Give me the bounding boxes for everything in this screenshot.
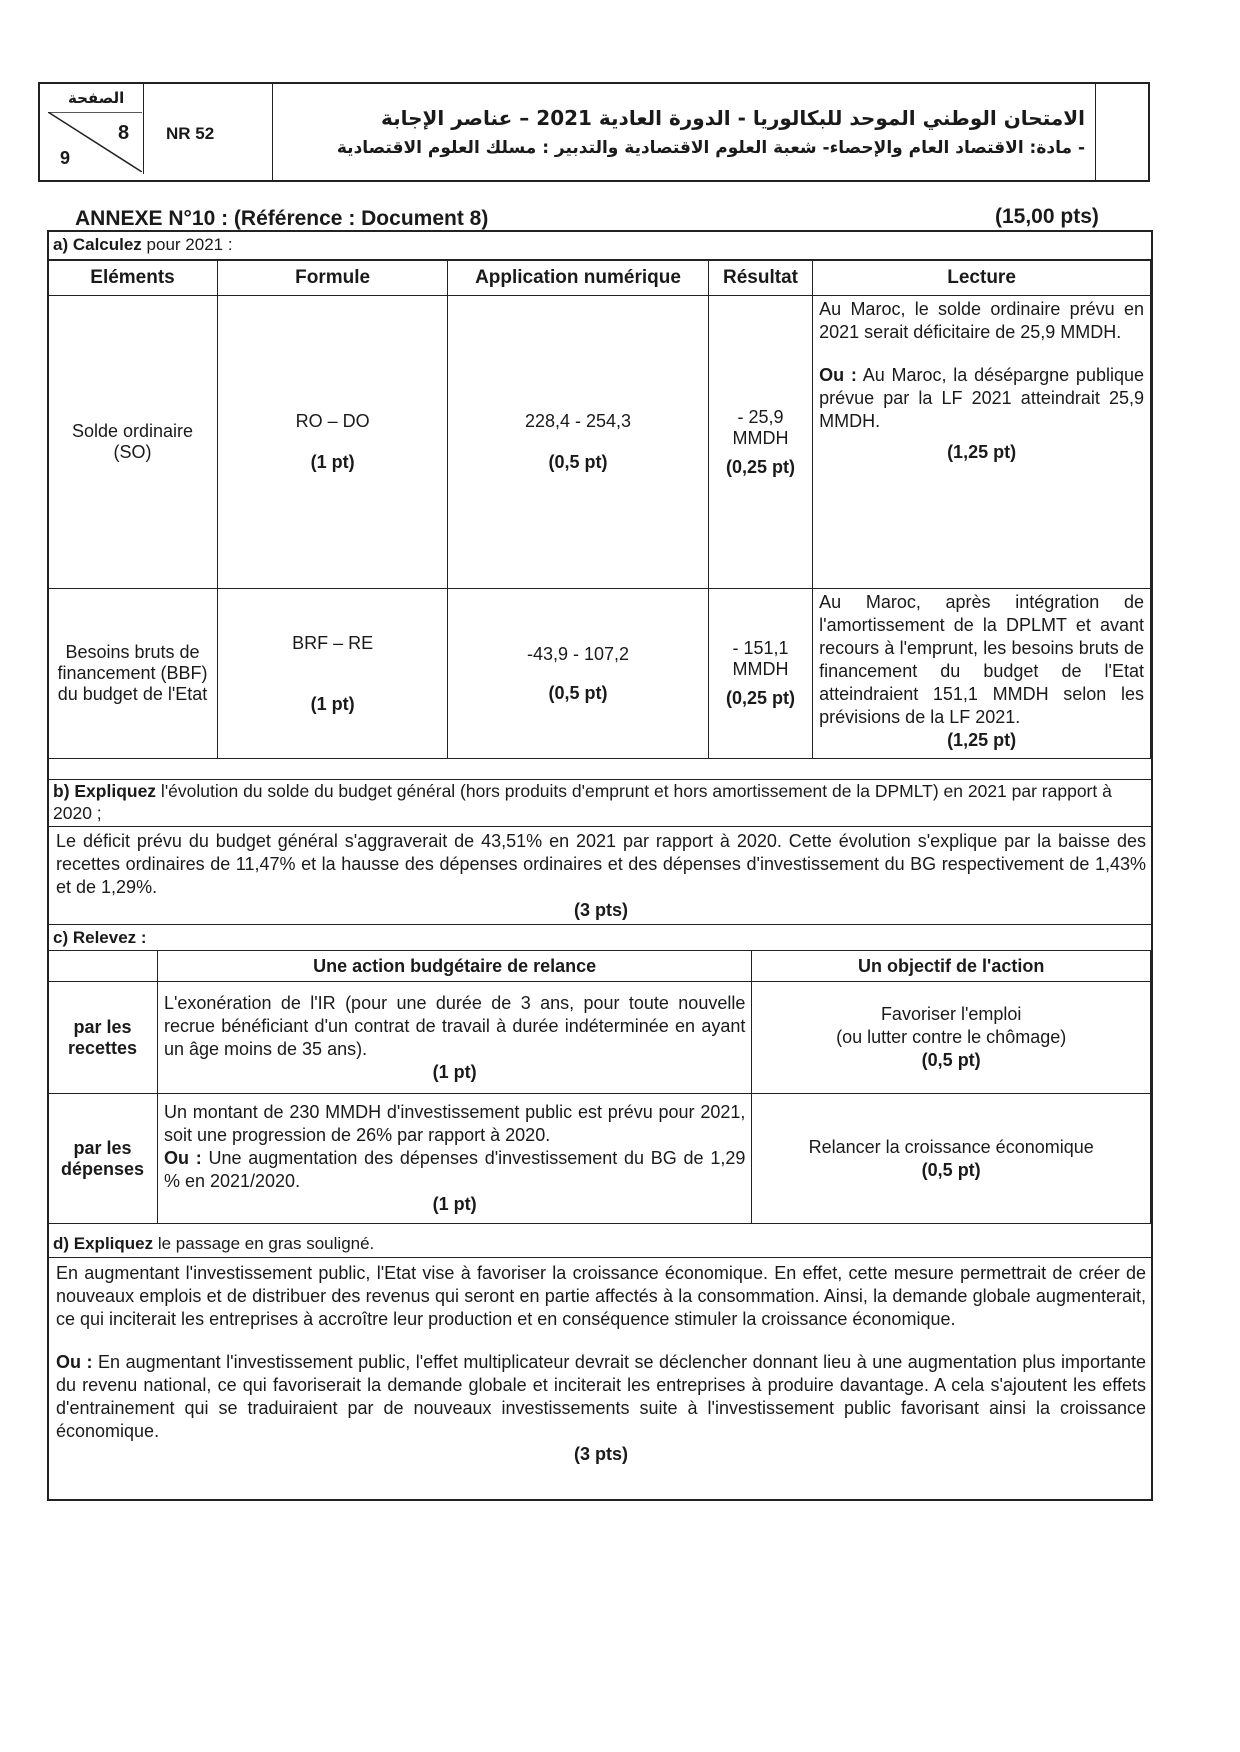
exam-title-line1: الامتحان الوطني الموحد للبكالوريا - الدورة العادية 2021 – عناصر الإجابة xyxy=(380,106,1085,130)
element-cell: Solde ordinaire (SO) xyxy=(48,296,218,589)
objective-text: Relancer la croissance économique xyxy=(808,1136,1094,1157)
calculation-table xyxy=(47,260,1151,759)
section-b-points: (3 pts) xyxy=(574,900,628,920)
section-b-verb: b) Expliquez xyxy=(53,781,157,801)
section-c-verb: c) Relevez : xyxy=(53,928,147,947)
lecture-cell xyxy=(813,589,1151,759)
col-formule: Formule xyxy=(218,261,448,296)
application-text: -43,9 - 107,2 xyxy=(526,643,630,664)
lecture-cell xyxy=(813,296,1151,589)
result-points: (0,25 pt) xyxy=(725,456,795,477)
section-d-points: (3 pts) xyxy=(574,1444,628,1464)
action-cell xyxy=(157,982,751,1094)
action-text: L'exonération de l'IR (pour une durée de 3 ans, pour toute nouvelle recrue bénéficiant d'un contrat de travail à durée indéterminée en ayant un âge moins de 35 ans). xyxy=(163,992,746,1059)
application-points: (0,5 pt) xyxy=(548,452,608,472)
page-current: 8 xyxy=(118,122,130,144)
lecture-text: Au Maroc, le solde ordinaire prévu en 2021 serait déficitaire de 25,9 MMDH. xyxy=(819,299,1144,342)
section-d-answer1: En augmentant l'investissement public, l'Etat vise à favoriser la croissance économique. En effet, cette mesure permettrait de créer de nouveaux emplois et de distribuer des revenus qui seront en partie affectés à la consommation. Ainsi, la demande globale augmenterait, ce qui inciterait les entreprises à accroître leur production et en conséquence stimuler la croissance économique. xyxy=(56,1263,1146,1329)
page-number-box xyxy=(40,84,144,174)
col-empty xyxy=(48,951,158,982)
lecture-or-text: Au Maroc, la désépargne publique prévue par la LF 2021 atteindrait 25,9 MMDH. xyxy=(819,365,1144,431)
objective-text: Favoriser l'emploi xyxy=(880,1004,1022,1024)
section-d-or-label: Ou : xyxy=(56,1352,93,1372)
exam-title-line2: - مادة: الاقتصاد العام والإحصاء- شعبة العلوم الاقتصادية والتدبير : مسلك العلوم الاقتصادية xyxy=(336,138,1085,158)
formula-cell xyxy=(218,296,448,589)
lecture-points: (1,25 pt) xyxy=(947,730,1017,750)
section-b-label xyxy=(47,779,1151,827)
relance-table xyxy=(47,950,1151,1224)
element-cell: Besoins bruts de financement (BBF) du budget de l'Etat xyxy=(48,589,218,759)
category-cell: par les dépenses xyxy=(48,1094,158,1224)
objective-cell xyxy=(752,982,1151,1094)
application-cell xyxy=(448,296,709,589)
table-row xyxy=(48,589,1151,759)
section-b-rest: l'évolution du solde du budget général (hors produits d'emprunt et hors amortissement de la DPMLT) en 2021 par rapport à 2020 ; xyxy=(53,781,1112,823)
objective-points: (0,5 pt) xyxy=(921,1159,981,1180)
result-text: - 25,9 MMDH xyxy=(732,406,789,448)
annex-title: ANNEXE N°10 : (Référence : Document 8) xyxy=(75,207,489,230)
section-d-verb: d) Expliquez xyxy=(53,1234,154,1253)
col-application: Application numérique xyxy=(448,261,709,296)
page-total: 9 xyxy=(60,148,71,168)
objective-points: (0,5 pt) xyxy=(921,1050,981,1070)
col-resultat: Résultat xyxy=(708,261,812,296)
action-points: (1 pt) xyxy=(432,1061,477,1082)
table-header-row xyxy=(48,951,1151,982)
lecture-or-label: Ou : xyxy=(819,365,857,385)
table-row xyxy=(48,296,1151,589)
formula-cell xyxy=(218,589,448,759)
formula-points: (1 pt) xyxy=(310,693,355,714)
category-cell: par les recettes xyxy=(48,982,158,1094)
table-row xyxy=(48,1094,1151,1224)
table-header-row xyxy=(48,261,1151,296)
formula-text: BRF – RE xyxy=(292,632,374,653)
section-a-label xyxy=(47,232,1151,260)
section-d-answer2: En augmentant l'investissement public, l'effet multiplicateur devrait se déclencher donnant lieu à une augmentation plus importante du revenu national, ce qui favoriserait la demande globale et inciterait les entreprises à produire davantage. A cela s'ajoutent les effets d'entrainement qui se traduiraient par de nouveaux investissements suite à l'investissement public favorisant ainsi la croissance économique. xyxy=(56,1352,1146,1441)
lecture-points: (1,25 pt) xyxy=(947,442,1017,462)
result-cell xyxy=(708,296,812,589)
objective-alt-text: (ou lutter contre le chômage) xyxy=(836,1027,1067,1047)
exam-title-box xyxy=(273,84,1096,180)
exam-code: NR 52 xyxy=(166,124,215,143)
section-a-verb: a) Calculez xyxy=(53,235,142,254)
action-cell xyxy=(157,1094,751,1224)
result-text: - 151,1 MMDH xyxy=(732,638,789,679)
section-a-rest: pour 2021 : xyxy=(141,235,233,254)
col-objective: Un objectif de l'action xyxy=(752,951,1151,982)
page-label: الصفحة xyxy=(68,89,125,107)
formula-points: (1 pt) xyxy=(310,452,355,472)
application-text: 228,4 - 254,3 xyxy=(524,411,632,431)
result-points: (0,25 pt) xyxy=(725,688,795,708)
application-cell xyxy=(448,589,709,759)
objective-cell xyxy=(752,1094,1151,1224)
action-or-label: Ou : xyxy=(163,1148,202,1168)
action-points: (1 pt) xyxy=(432,1194,477,1214)
section-d-label xyxy=(47,1231,1151,1258)
col-elements: Eléments xyxy=(48,261,218,296)
exam-header xyxy=(38,82,1150,182)
col-action: Une action budgétaire de relance xyxy=(157,951,751,982)
section-d-answer xyxy=(56,1262,1146,1466)
application-points: (0,5 pt) xyxy=(548,682,608,703)
lecture-text: Au Maroc, après intégration de l'amortissement de la DPLMT et avant recours à l'emprunt, les besoins bruts de financement du budget de l'Etat atteindraient 151,1 MMDH selon les prévisions de la LF 2021. xyxy=(819,592,1144,727)
col-lecture: Lecture xyxy=(813,261,1151,296)
annex-points: (15,00 pts) xyxy=(995,205,1099,228)
section-c-label xyxy=(47,924,1151,951)
result-cell xyxy=(708,589,812,759)
section-d-rest: le passage en gras souligné. xyxy=(153,1234,375,1253)
section-b-answer xyxy=(56,830,1146,922)
action-or-text: Une augmentation des dépenses d'investissement du BG de 1,29 % en 2021/2020. xyxy=(163,1148,746,1191)
action-text: Un montant de 230 MMDH d'investissement public est prévu pour 2021, soit une progression de 26% par rapport à 2020. xyxy=(163,1102,746,1145)
table-row xyxy=(48,982,1151,1094)
section-b-answer-text: Le déficit prévu du budget général s'aggraverait de 43,51% en 2021 par rapport à 2020. Cette évolution s'explique par la baisse des recettes ordinaires de 11,47% et la hausse des dépenses ordinaires et des dépenses d'investissement du BG respectivement de 1,43% et de 1,29%. xyxy=(56,831,1146,897)
exam-code-box xyxy=(144,84,273,180)
formula-text: RO – DO xyxy=(295,411,370,431)
